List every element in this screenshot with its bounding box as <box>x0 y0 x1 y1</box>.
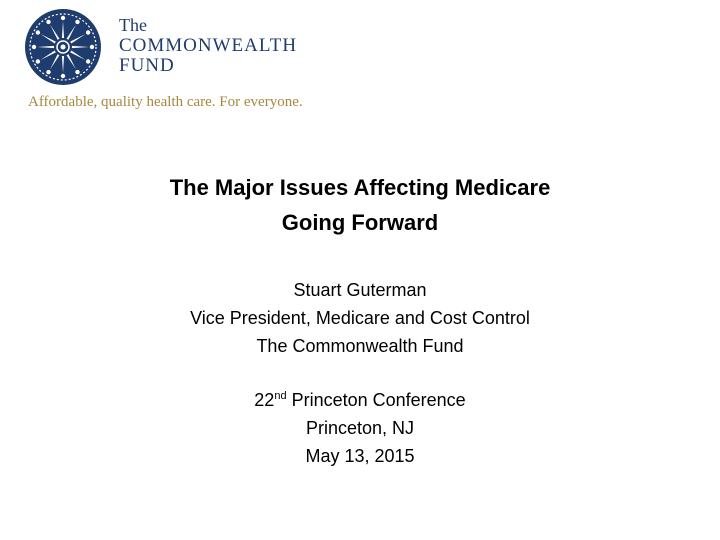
emblem-figure-dot <box>61 74 65 78</box>
wordmark-commonwealth: COMMONWEALTH <box>119 35 298 56</box>
emblem-figure-dot <box>61 16 65 20</box>
title-line-2: Going Forward <box>281 210 439 235</box>
wordmark <box>119 16 297 76</box>
presenter-organization: The Commonwealth Fund <box>256 336 464 356</box>
slide-title <box>0 170 720 240</box>
wordmark-fund: FUND <box>119 55 175 76</box>
conference-line <box>0 386 720 414</box>
emblem-figure-dot <box>32 45 36 49</box>
event-date: May 13, 2015 <box>305 446 415 466</box>
commonwealth-fund-logo <box>24 8 344 118</box>
emblem-figure-dot <box>90 45 94 49</box>
tagline: Affordable, quality health care. For everyone. <box>28 94 303 110</box>
emblem-figure-dot <box>75 20 79 24</box>
emblem-figure-dot <box>86 30 90 34</box>
emblem-figure-dot <box>36 59 40 63</box>
title-line-1: The Major Issues Affecting Medicare <box>169 175 551 200</box>
emblem-figure-dot <box>86 59 90 63</box>
wordmark-the: The <box>119 15 147 35</box>
conference-name: Princeton Conference <box>291 390 466 410</box>
emblem-figure-dot <box>46 20 50 24</box>
emblem-figure-dot <box>46 70 50 74</box>
presenter-info <box>0 276 720 360</box>
presenter-role: Vice President, Medicare and Cost Control <box>190 308 530 328</box>
event-info <box>0 386 720 470</box>
conference-ordinal-suffix: nd <box>274 390 287 402</box>
presenter-name: Stuart Guterman <box>293 280 427 300</box>
slide-content <box>0 170 720 470</box>
emblem-figure-dot <box>36 30 40 34</box>
event-location: Princeton, NJ <box>305 418 415 438</box>
conference-ordinal-number: 22 <box>254 390 275 410</box>
emblem-figure-dot <box>75 70 79 74</box>
starburst-emblem-icon <box>24 8 102 86</box>
